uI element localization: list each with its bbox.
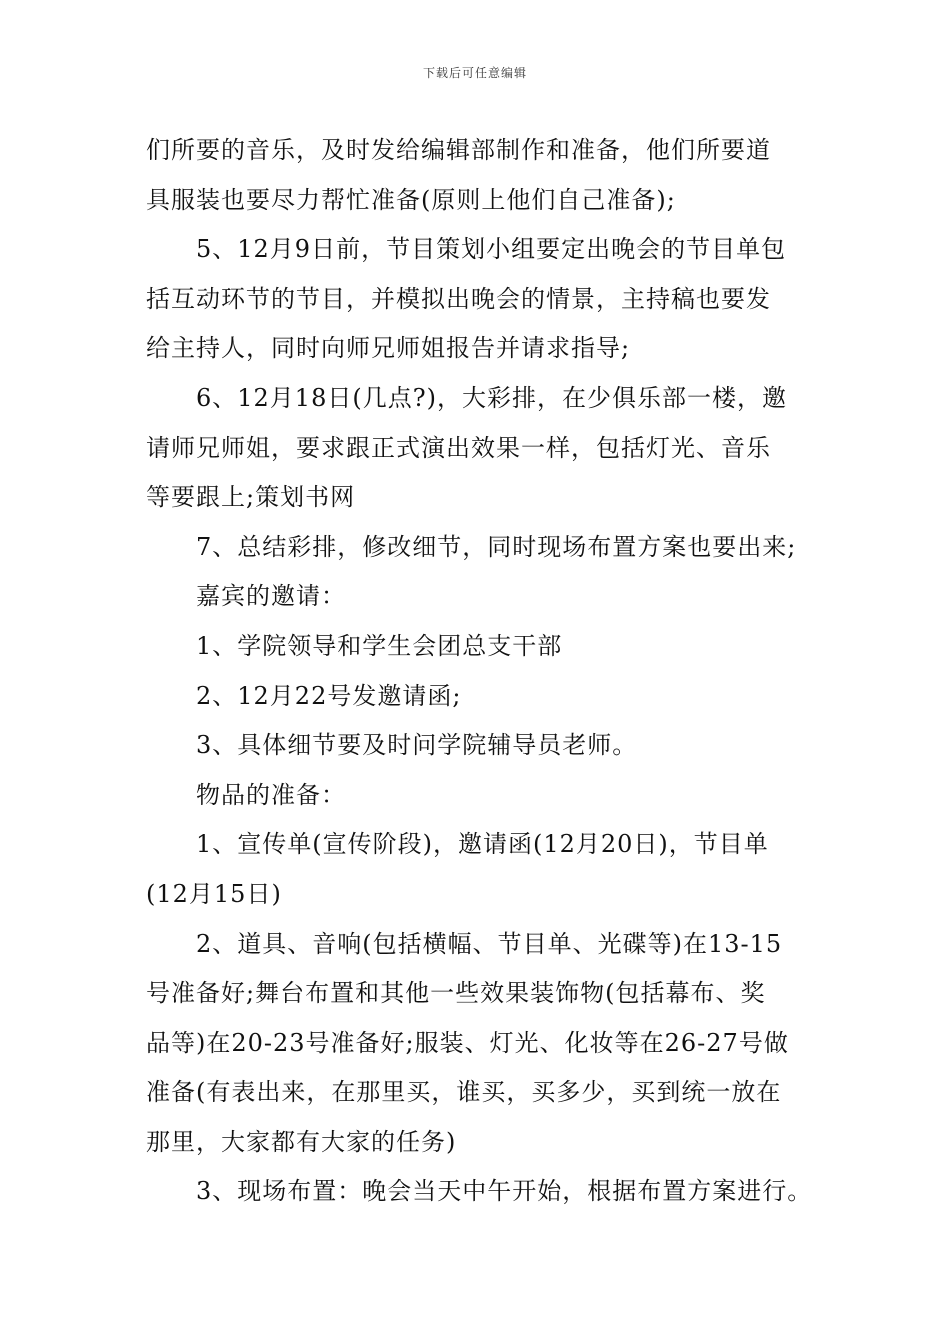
text-line: 1、学院领导和学生会团总支干部 bbox=[196, 631, 563, 660]
text-line: 请师兄师姐，要求跟正式演出效果一样，包括灯光、音乐 bbox=[146, 433, 771, 462]
text-line: 具服装也要尽力帮忙准备(原则上他们自己准备); bbox=[146, 185, 676, 214]
text-line: 6、12月18日(几点?)，大彩排，在少俱乐部一楼，邀 bbox=[196, 383, 787, 412]
section-heading: 嘉宾的邀请： bbox=[196, 582, 346, 611]
text-line: 3、现场布置：晚会当天中午开始，根据布置方案进行。 bbox=[196, 1177, 813, 1206]
page-header: 下载后可任意编辑 bbox=[422, 66, 527, 80]
text-line: 3、具体细节要及时问学院辅导员老师。 bbox=[196, 731, 638, 760]
document-body bbox=[146, 126, 836, 1217]
text-line: 2、道具、音响(包括横幅、节目单、光碟等)在13-15 bbox=[196, 929, 783, 958]
text-line: 们所要的音乐，及时发给编辑部制作和准备，他们所要道 bbox=[146, 136, 771, 164]
text-line: 2、12月22号发邀请函; bbox=[196, 681, 462, 710]
text-line: 给主持人，同时向师兄师姐报告并请求指导; bbox=[146, 334, 631, 363]
text-line: 等要跟上;策划书网 bbox=[146, 483, 356, 512]
text-line: 品等)在20-23号准备好;服装、灯光、化妆等在26-27号做 bbox=[146, 1028, 789, 1057]
text-line: 那里，大家都有大家的任务) bbox=[146, 1127, 457, 1156]
text-line: 准备(有表出来，在那里买，谁买，买多少，买到统一放在 bbox=[146, 1078, 782, 1107]
section-heading: 物品的准备： bbox=[196, 780, 346, 809]
text-line: (12月15日) bbox=[146, 879, 282, 908]
text-line: 号准备好;舞台布置和其他一些效果装饰物(包括幕布、奖 bbox=[146, 979, 766, 1008]
text-line: 5、12月9日前，节目策划小组要定出晚会的节目单包 bbox=[196, 235, 787, 264]
text-line: 7、总结彩排，修改细节，同时现场布置方案也要出来; bbox=[196, 532, 797, 561]
text-line: 括互动环节的节目，并模拟出晚会的情景，主持稿也要发 bbox=[146, 284, 771, 313]
text-line: 1、宣传单(宣传阶段)，邀请函(12月20日)，节目单 bbox=[196, 830, 769, 859]
